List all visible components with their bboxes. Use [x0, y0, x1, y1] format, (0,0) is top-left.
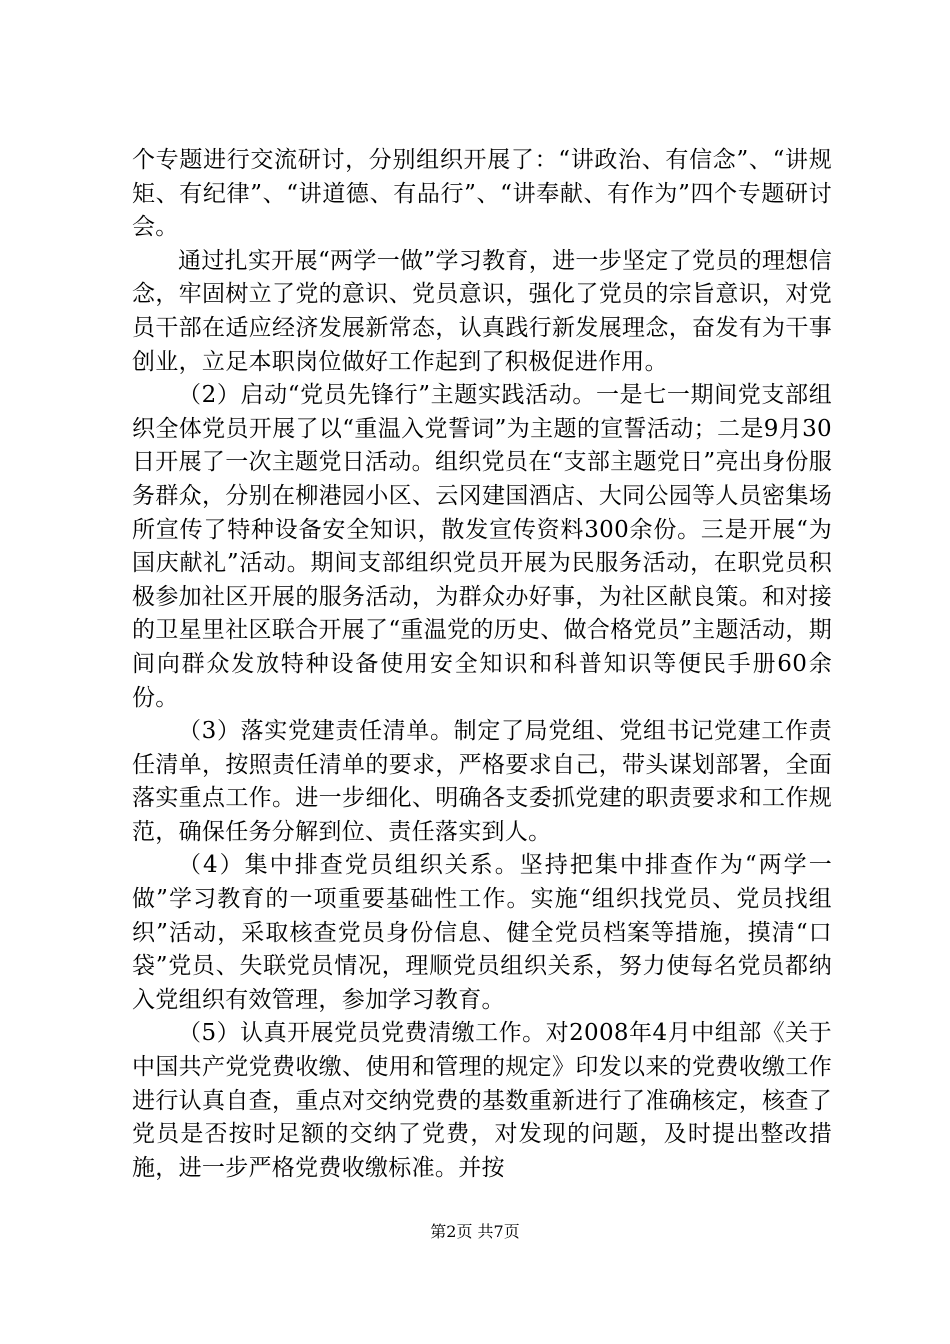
paragraph-item-2: （2）启动“党员先锋行”主题实践活动。一是七一期间党支部组织全体党员开展了以“重温入党誓词”为主题的宣誓活动；二是9月30日开展了一次主题党日活动。组织党员在“支部主题党日”亮出身份服务群众，分别在柳港园小区、云冈建国酒店、大同公园等人员密集场所宣传了特种设备安全知识，散发宣传资料300余份。三是开展“为国庆献礼”活动。期间支部组织党员开展为民服务活动，在职党员积极参加社区开展的服务活动，为群众办好事，为社区献良策。和对接的卫星里社区联合开展了“重温党的历史、做合格党员”主题活动，期间向群众发放特种设备使用安全知识和科普知识等便民手册60余份。 — [132, 382, 832, 711]
paragraph-item-4: （4）集中排查党员组织关系。坚持把集中排查作为“两学一做”学习教育的一项重要基础性工作。实施“组织找党员、党员找组织”活动，采取核查党员身份信息、健全党员档案等措施，摸清“口袋”党员、失联党员情况，理顺党员组织关系，努力使每名党员都纳入党组织有效管理，参加学习教育。 — [132, 852, 832, 1013]
page-number-footer: 第2页 共7页 — [430, 1222, 520, 1241]
document-body — [132, 144, 832, 1185]
paragraph-item-3: （3）落实党建责任清单。制定了局党组、党组书记党建工作责任清单，按照责任清单的要求，严格要求自己，带头谋划部署，全面落实重点工作。进一步细化、明确各支委抓党建的职责要求和工作规范，确保任务分解到位、责任落实到人。 — [132, 718, 832, 845]
paragraph-summary: 通过扎实开展“两学一做”学习教育，进一步坚定了党员的理想信念，牢固树立了党的意识、党员意识，强化了党员的宗旨意识，对党员干部在适应经济发展新常态，认真践行新发展理念，奋发有为干事创业，立足本职岗位做好工作起到了积极促进作用。 — [132, 247, 832, 375]
paragraph-continuation: 个专题进行交流研讨，分别组织开展了：“讲政治、有信念”、“讲规矩、有纪律”、“讲道德、有品行”、“讲奉献、有作为”四个专题研讨会。 — [132, 147, 832, 241]
paragraph-item-5: （5）认真开展党员党费清缴工作。对2008年4月中组部《关于中国共产党党费收缴、使用和管理的规定》印发以来的党费收缴工作进行认真自查，重点对交纳党费的基数重新进行了准确核定，核查了党员是否按时足额的交纳了党费，对发现的问题，及时提出整改措施，进一步严格党费收缴标准。并按 — [132, 1020, 832, 1181]
